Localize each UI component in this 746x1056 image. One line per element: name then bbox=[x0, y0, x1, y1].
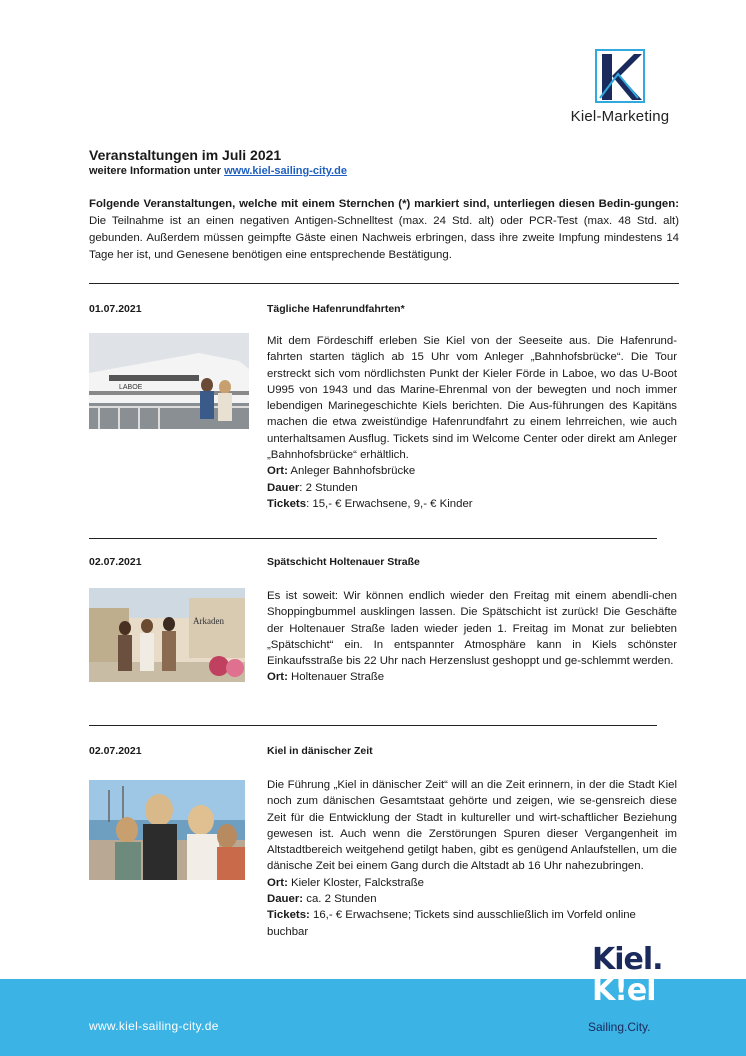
location-label: Ort: bbox=[267, 671, 288, 684]
ferry-photo-label: LABOE bbox=[119, 384, 143, 391]
footer-url[interactable]: www.kiel-sailing-city.de bbox=[89, 1019, 219, 1033]
kiel-marketing-logo bbox=[560, 48, 680, 125]
shopping-photo-label: Arkaden bbox=[193, 616, 224, 626]
event-item bbox=[89, 556, 679, 716]
notice-bold: Folgende Veranstaltungen, welche mit einem Sternchen (*) markiert sind, unterliegen diesen Bedin-gungen: bbox=[89, 198, 679, 210]
event-date: 01.07.2021 bbox=[89, 303, 142, 315]
event-date: 02.07.2021 bbox=[89, 556, 142, 568]
shopping-street-photo bbox=[89, 588, 245, 682]
kiel-logo-line2: K!el bbox=[592, 973, 656, 1008]
event-item bbox=[89, 745, 679, 965]
location-value: Holtenauer Straße bbox=[287, 671, 385, 684]
event-location bbox=[267, 463, 677, 479]
duration-label: Dauer: bbox=[267, 893, 304, 906]
page-header bbox=[89, 146, 679, 178]
footer-tagline: Sailing.City. bbox=[588, 1020, 651, 1034]
event-description: Die Führung „Kiel in dänischer Zeit“ will an die Zeit erinnern, in der die Stadt Kiel noch zum dänischen Gesamtstaat gehörte und zeigen, wie se-gensreich diese Zeit für die Entwicklung der Stadt in kultureller und wirt-schaftlicher Beziehung gewesen ist. Auch wenn die Zerstörungen Spuren dieser Vergangenheit im Altstadtbereich weitgehend getilgt haben, gibt es genügend Anlaufstellen, um die dänische Zeit bei einem Gang durch die Altstadt ab 16 Uhr nahezubringen. bbox=[267, 779, 677, 873]
kiel-logo-line1: Kiel. bbox=[592, 942, 663, 977]
tickets-value: 16,- € Erwachsene; Tickets sind ausschließlich im Vorfeld online buchbar bbox=[267, 909, 636, 938]
duration-value: ca. 2 Stunden bbox=[303, 893, 377, 906]
divider bbox=[89, 725, 657, 726]
event-location bbox=[267, 875, 677, 891]
event-tickets bbox=[267, 496, 677, 512]
tickets-label: Tickets bbox=[267, 497, 307, 510]
location-value: Kieler Kloster, Falckstraße bbox=[287, 876, 424, 889]
event-description: Es ist soweit: Wir können endlich wieder den Freitag mit einem abendli-chen Shoppingbummel ausklingen lassen. Die Spätschicht ist zurück! Die Geschäfte der Holtenauer Straße laden wieder jeden 1. Freitag im Monat zur beliebten „Spätschicht“ ein. In entspannter Atmosphäre kann in Kiels schönster Einkaufsstraße bis 22 Uhr nach Herzenslust geshoppt und ge-schlemmt werden. bbox=[267, 590, 677, 668]
location-label: Ort: bbox=[267, 465, 288, 478]
tickets-value: : 15,- € Erwachsene, 9,- € Kinder bbox=[306, 497, 473, 510]
conditions-notice bbox=[89, 196, 679, 264]
tickets-label: Tickets: bbox=[267, 909, 310, 922]
event-location bbox=[267, 669, 677, 685]
page-title: Veranstaltungen im Juli 2021 bbox=[89, 147, 282, 163]
location-label: Ort: bbox=[267, 876, 288, 889]
subtitle-prefix: weitere Information unter bbox=[89, 165, 225, 177]
event-title: Spätschicht Holtenauer Straße bbox=[267, 556, 420, 568]
brand-name: Kiel-Marketing bbox=[570, 108, 670, 125]
event-date: 02.07.2021 bbox=[89, 745, 142, 757]
event-item bbox=[89, 303, 679, 523]
event-description: Mit dem Fördeschiff erleben Sie Kiel von der Seeseite aus. Die Hafenrund-fahrten starten täglich ab 15 Uhr vom Anleger „Bahnhofsbrücke“. Die Tour erstreckt sich vom nördlichsten Punkt der Kieler Förde in Laboe, wo das U-Boot U995 von 1943 und das Marine-Ehrenmal von der bewegten und noch immer lebendigen Marinegeschichte Kiels berichten. Die Aus-führungen des Kapitäns machen die etwa zweistündige Hafenrundfahrt zu einem lehrreichen, wie auch unterhaltsamen Ausflug. Tickets sind im Welcome Center oder direkt am Anleger „Bahnhofsbrücke“ erhältlich. bbox=[267, 335, 677, 462]
divider bbox=[89, 538, 657, 539]
event-title: Kiel in dänischer Zeit bbox=[267, 745, 373, 757]
duration-label: Dauer bbox=[267, 481, 300, 494]
location-value: Anleger Bahnhofsbrücke bbox=[287, 465, 416, 478]
website-link[interactable]: www.kiel-sailing-city.de bbox=[224, 165, 347, 177]
duration-value: : 2 Stunden bbox=[299, 481, 358, 494]
group-by-water-photo bbox=[89, 780, 245, 880]
page-subtitle bbox=[89, 164, 679, 178]
event-duration bbox=[267, 891, 677, 907]
event-body bbox=[267, 777, 677, 940]
kiel-marketing-k-icon bbox=[594, 48, 646, 104]
event-duration bbox=[267, 480, 677, 496]
notice-text: Die Teilnahme ist an einen negativen Antigen-Schnelltest (max. 24 Std. alt) oder PCR-Test (max. 48 Std. alt) gebunden. Außerdem müssen geimpfte Gäste einen Nachweis erbringen, dass ihre zweite Impfung mindestens 14 Tage her ist, und Genesene benötigen eine entsprechende Bestätigung. bbox=[89, 215, 679, 261]
divider bbox=[89, 283, 679, 284]
event-tickets bbox=[267, 907, 677, 940]
ferry-photo bbox=[89, 333, 249, 429]
event-body bbox=[267, 333, 677, 512]
event-title: Tägliche Hafenrundfahrten* bbox=[267, 303, 405, 315]
kiel-sailing-city-logo bbox=[592, 944, 682, 1006]
event-body bbox=[267, 588, 677, 686]
